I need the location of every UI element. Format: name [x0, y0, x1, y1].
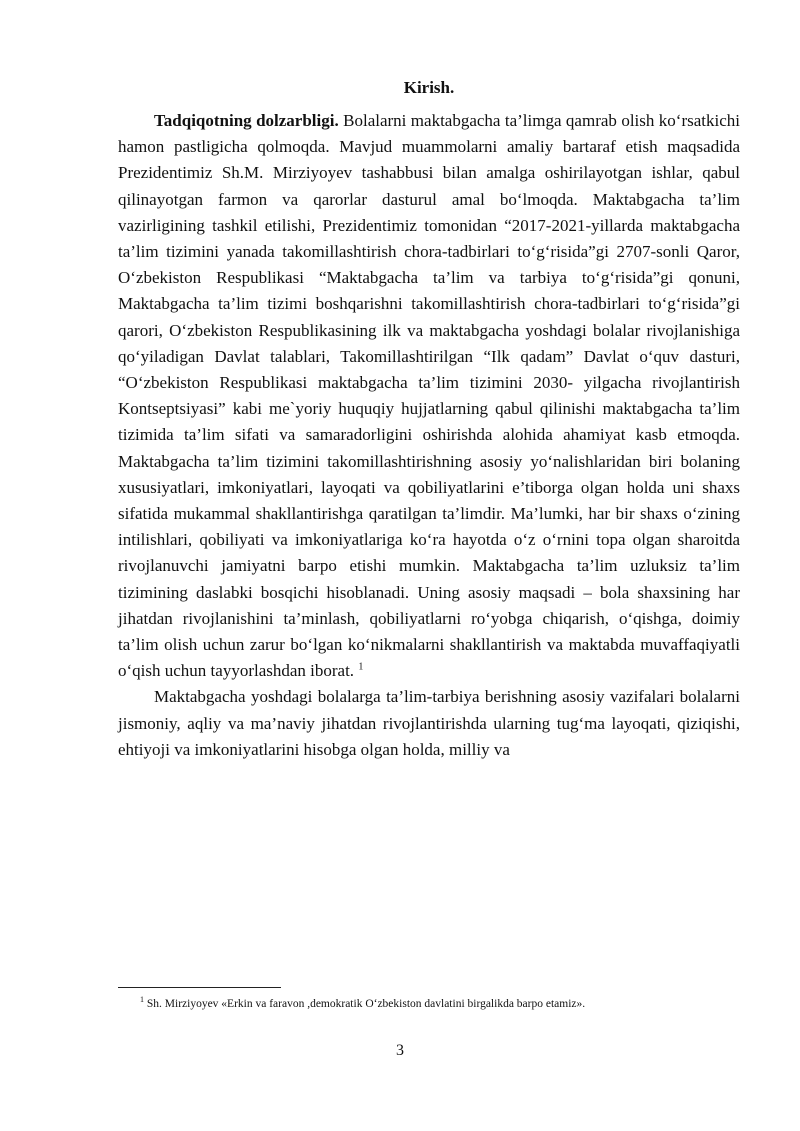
footnote — [140, 997, 740, 1011]
page-body — [118, 78, 740, 763]
paragraph-relevance — [118, 108, 740, 684]
footnote-reference[interactable]: 1 — [358, 661, 364, 673]
section-heading: Kirish. — [403, 78, 455, 97]
paragraph-tasks: Maktabgacha yoshdagi bolalarga ta’lim-tarbiya berishning asosiy vazifalari bolalarni jismoniy, aqliy va ma’naviy jihatdan rivojlantirishda ularning tug‘ma layoqati, qiziqishi, ehtiyoji va imkoniyatlarini hisobga olgan holda, milliy va — [118, 687, 740, 759]
footnote-marker: 1 — [140, 995, 144, 1005]
footnote-divider — [118, 987, 281, 988]
page-number: 3 — [396, 1042, 404, 1059]
footnote-text: Sh. Mirziyoyev «Erkin va faravon ,demokratik O‘zbekiston davlatini birgalikda barpo etamiz». — [144, 998, 586, 1010]
paragraph-text: Bolalarni maktabgacha ta’limga qamrab olish ko‘rsatkichi hamon pastligicha qolmoqda. Mavjud muammolarni amaliy bartaraf etish maqsadida Prezidentimiz Sh.M. Mirziyoyev tashabbusi bilan amalga oshirilayotgan ishlar, qabul qilinayotgan farmon va qarorlar dasturul amal bo‘lmoqda. Maktabgacha ta’lim vazirligining tashkil etilishi, Prezidentimiz tomonidan “2017-2021-yillarda maktabgacha ta’lim tizimini yanada takomillashtirish chora-tadbirlari to‘g‘risida”gi 2707-sonli Qaror, O‘zbekiston Respublikasi “Maktabgacha ta’lim va tarbiya to‘g‘risida”gi qonuni, Maktabgacha ta’lim tizimi boshqarishni takomillashtirish chora-tadbirlari to‘g‘risida”gi qarori, O‘zbekiston Respublikasining ilk va maktabgacha yoshdagi bolalar rivojlanishiga qo‘yiladigan Davlat talablari, Takomillashtirilgan “Ilk qadam” Davlat o‘quv dasturi, “O‘zbekiston Respublikasi maktabgacha ta’lim tizimini 2030- yilgacha rivojlantirish Kontseptsiyasi” kabi me`yoriy huquqiy hujjatlarning qabul qilinishi maktabgacha ta’lim tizimida ta’lim sifati va samaradorligini oshirishda alohida ahamiyat kasb etmoqda. Maktabgacha ta’lim tizimini takomillashtirishning asosiy yo‘nalishlaridan biri bolaning xususiyatlari, imkoniyatlari, layoqati va qobiliyatlarini e’tiborga olgan holda uni shaxs sifatida mukammal shakllantirishga qaratilgan ta’limdir. Ma’lumki, har bir shaxs o‘zining intilishlari, qobiliyati va imkoniyatlariga ko‘ra hayotda o‘z o‘rnini topa olgan sharoitda rivojlanuvchi jamiyatni barpo etishi mumkin. Maktabgacha ta’lim uzluksiz ta’lim tizimining daslabki bosqichi hisoblanadi. Uning asosiy maqsadi – bola shaxsining har jihatdan rivojlanishini ta’minlash, qobiliyatlarni ro‘yobga chiqarish, o‘qishga, doimiy ta’lim olish uchun zarur bo‘lgan ko‘nikmalarni shakllantirish va maktabda muvaffaqiyatli o‘qish uchun tayyorlashdan iborat. — [118, 111, 740, 681]
paragraph-lead: Tadqiqotning dolzarbligi. — [154, 111, 339, 130]
